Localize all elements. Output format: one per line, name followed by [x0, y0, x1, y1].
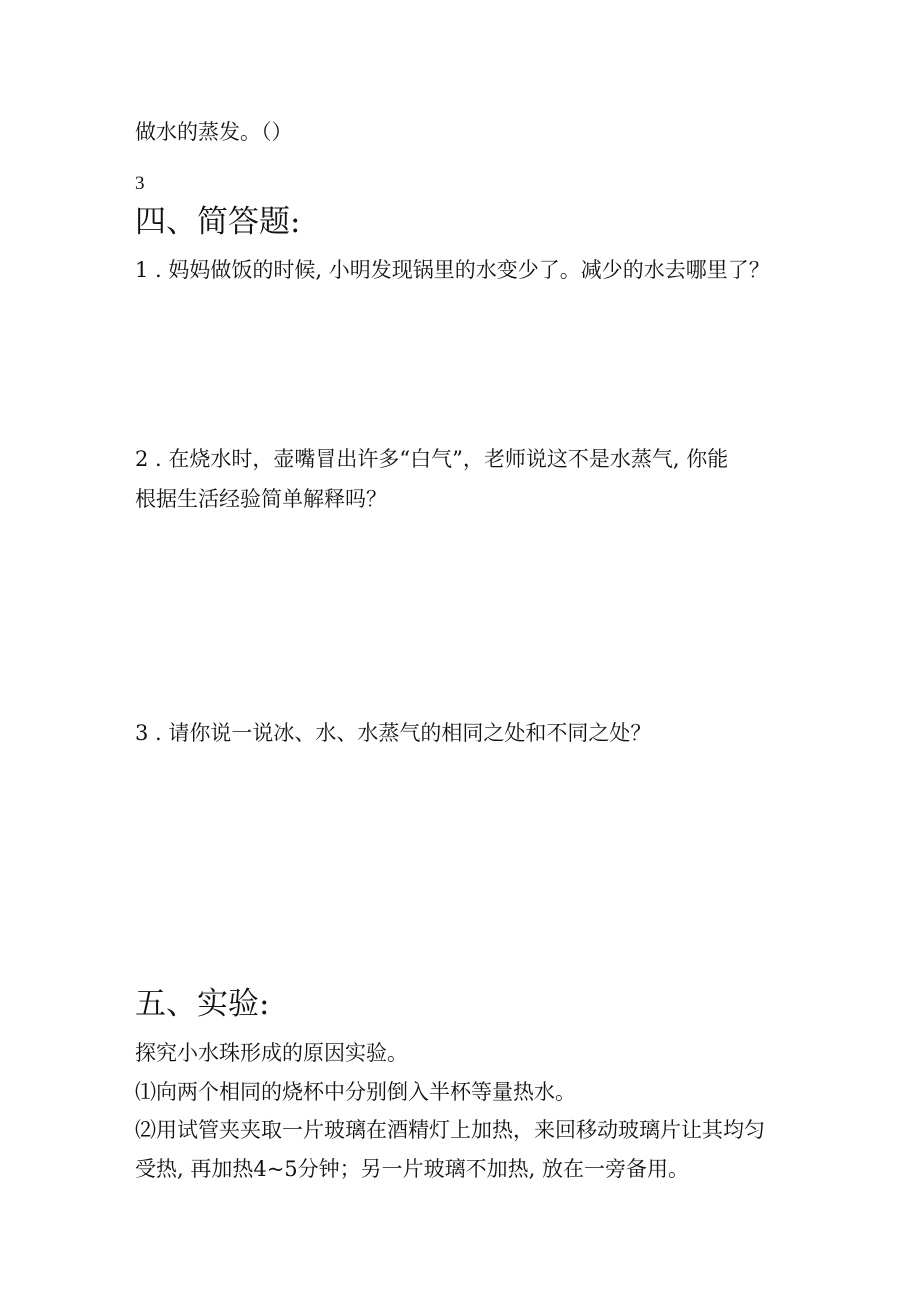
- experiment-step-2-line-2: 受热, 再加热4~5分钟；另一片玻璃不加热, 放在一旁备用。: [135, 1157, 690, 1181]
- question-2-line-1: 2 . 在烧水时，壶嘴冒出许多“白气”，老师说这不是水蒸气, 你能: [135, 447, 729, 471]
- experiment-step-1: ⑴向两个相同的烧杯中分别倒入半杯等量热水。: [135, 1080, 576, 1104]
- question-3: 3 . 请你说一说冰、水、水蒸气的相同之处和不同之处？: [135, 721, 652, 745]
- section-heading-short-answer: 四、简答题:: [135, 204, 301, 240]
- question-fragment: 做水的蒸发。（）: [135, 120, 293, 144]
- experiment-intro: 探究小水珠形成的原因实验。: [135, 1041, 408, 1065]
- section-heading-experiment: 五、实验:: [135, 986, 270, 1022]
- question-1: 1 . 妈妈做饭的时候, 小明发现锅里的水变少了。减少的水去哪里了？: [135, 258, 770, 282]
- experiment-step-2-line-1: ⑵用试管夹夹取一片玻璃在酒精灯上加热，来回移动玻璃片让其均匀: [135, 1118, 765, 1142]
- page-number: 3: [135, 173, 145, 194]
- question-2-line-2: 根据生活经验简单解释吗？: [135, 487, 387, 511]
